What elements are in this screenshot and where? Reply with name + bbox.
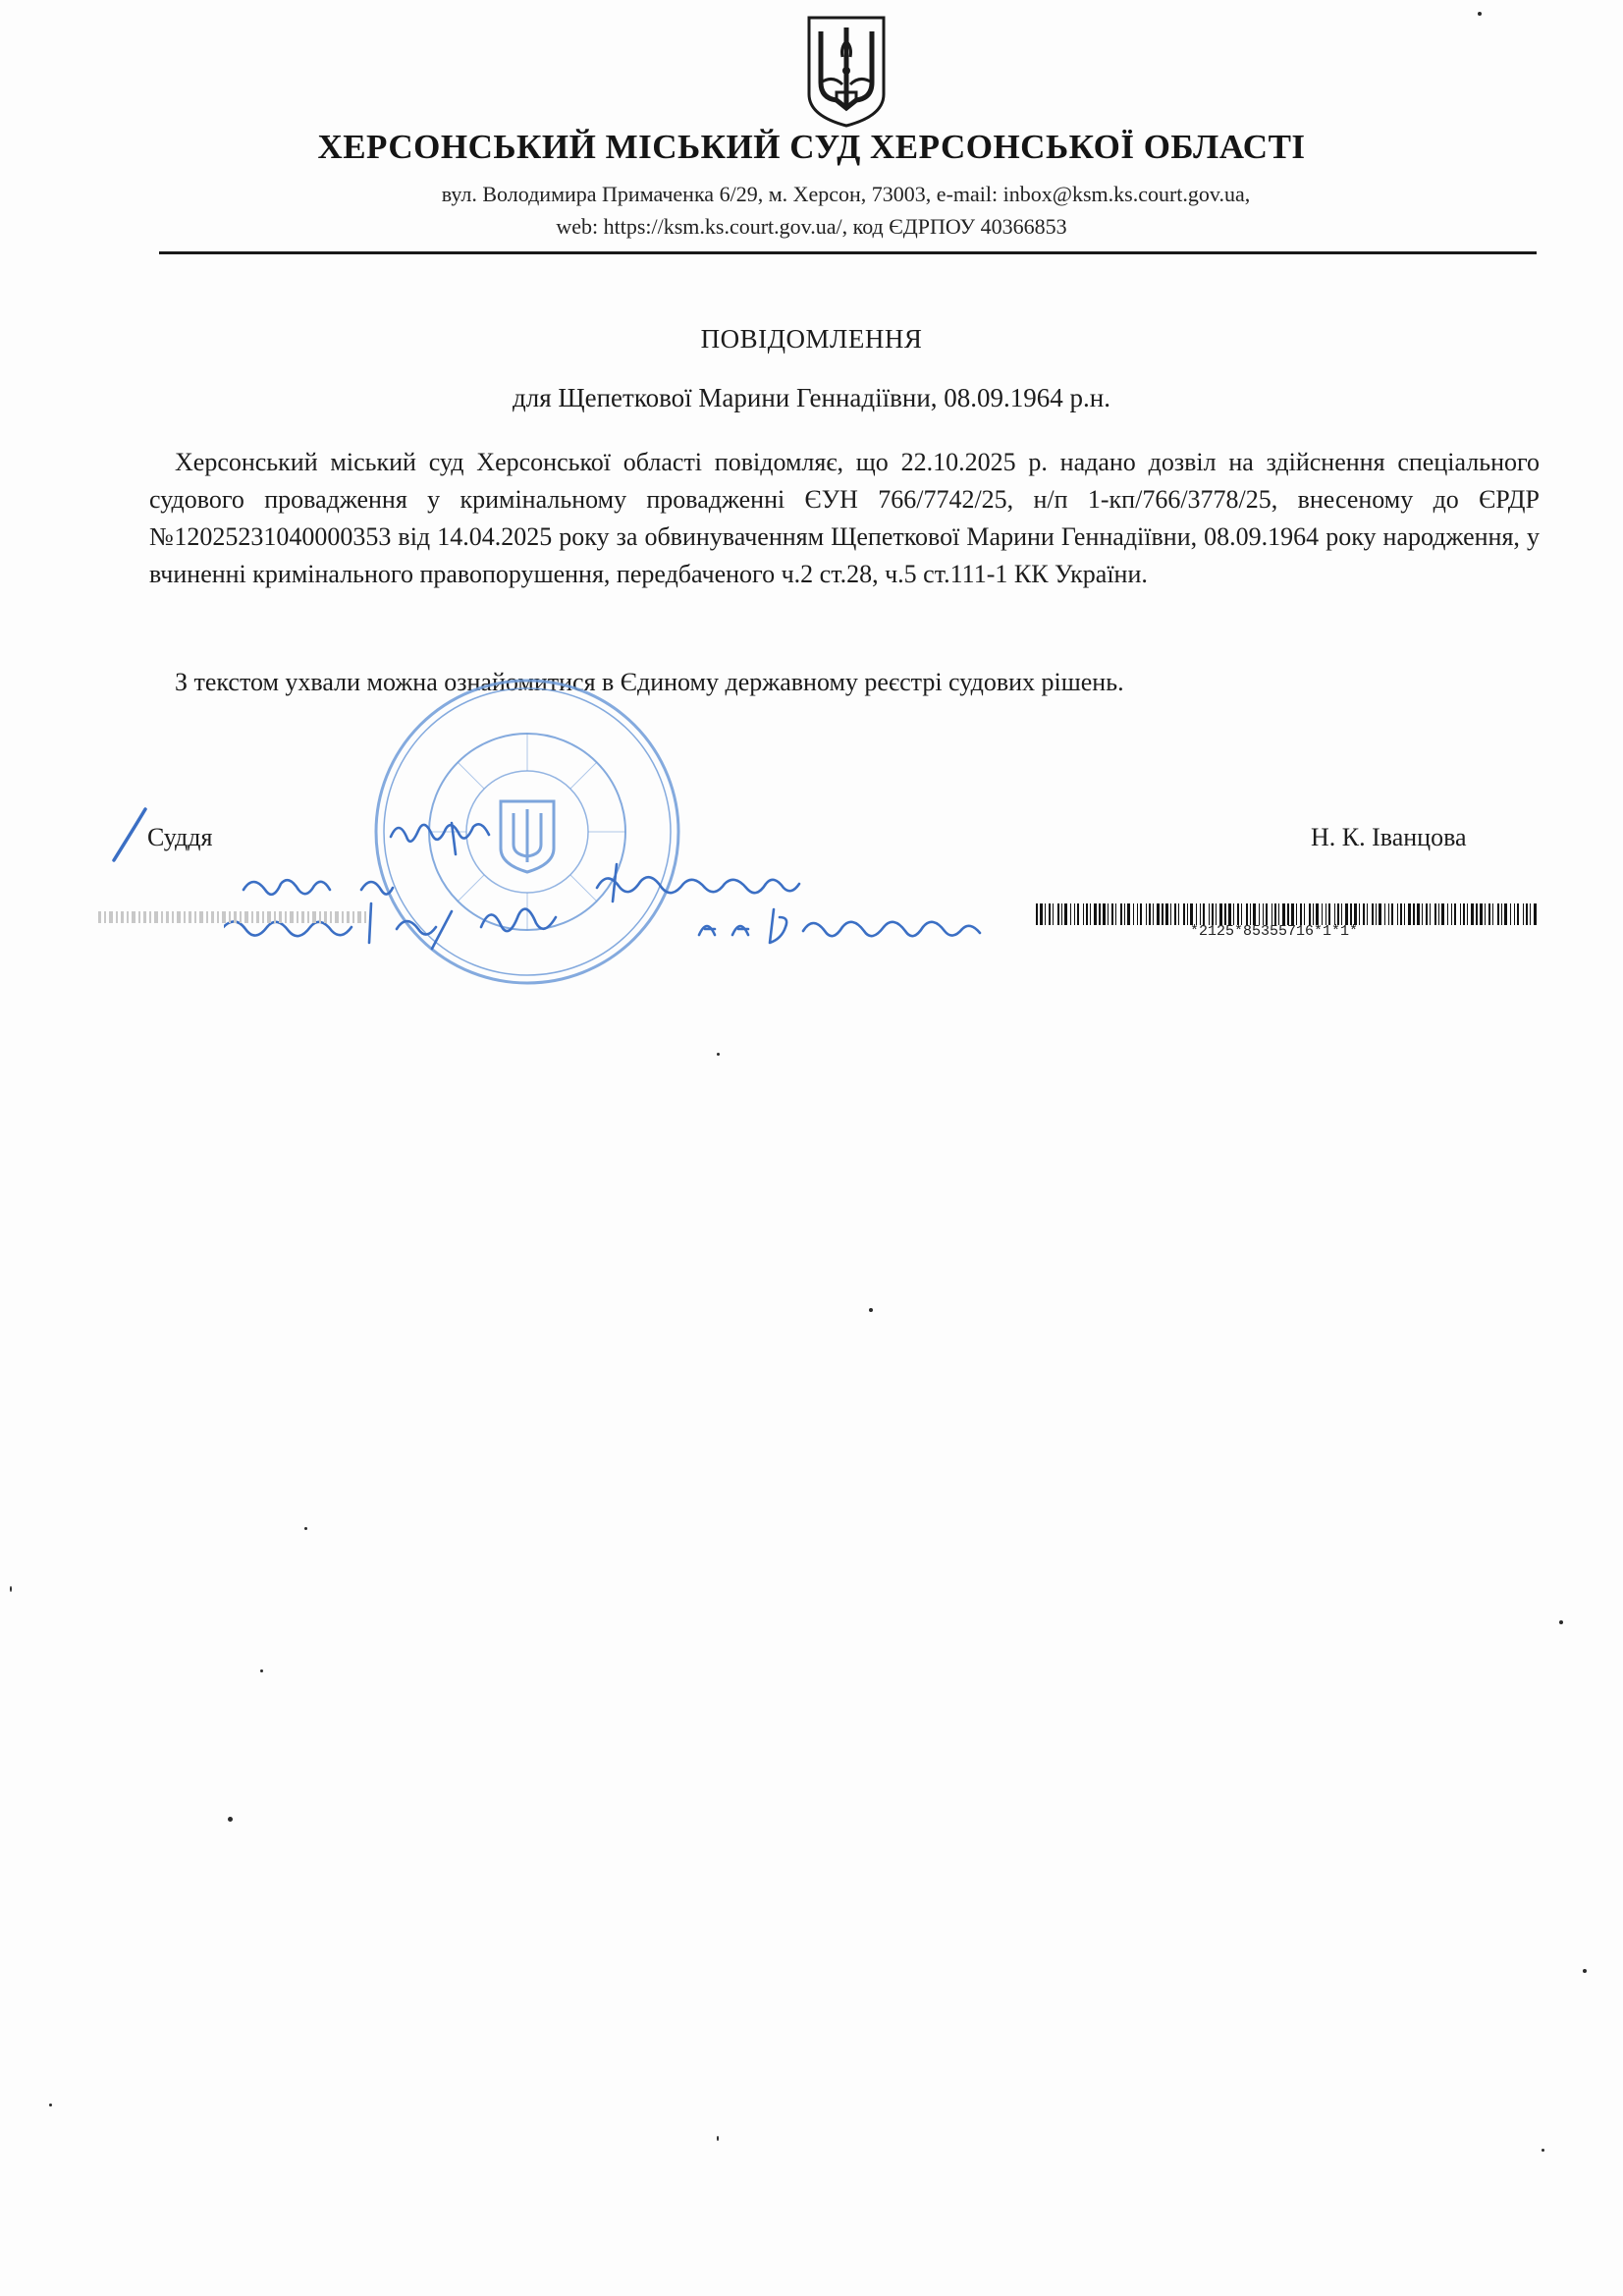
barcode-bar <box>1157 903 1160 925</box>
barcode-bar <box>1174 903 1176 925</box>
barcode-bar <box>1337 903 1339 925</box>
barcode-bar <box>1363 903 1365 925</box>
barcode-bar <box>1049 903 1051 925</box>
scan-speck <box>10 1586 12 1592</box>
scan-speck <box>717 1053 720 1056</box>
barcode-bar <box>1408 903 1411 925</box>
scan-speck <box>1478 12 1482 16</box>
barcode-bar <box>1057 903 1059 925</box>
barcode-bar <box>1322 903 1323 925</box>
notice-paragraph: Херсонський міський суд Херсонської області повідомляє, що 22.10.2025 р. надано дозвіл на здійснення спеціального судового провадження у кримінальному провадженні ЄУН 766/7742/25, н/п 1-кп/766/3778/25, внесеному до ЄРДР №12025231040000353 від 14.04.2025 року за обвинуваченням Щепеткової Марини Геннадіївни, 08.09.1964 року народження, у вчиненні кримінального правопорушення, передбаченого ч.2 ст.28, ч.5 ст.111-1 КК України. <box>149 448 1540 588</box>
barcode-bar <box>1467 903 1468 925</box>
barcode-bar <box>1053 903 1054 925</box>
barcode-bar <box>1426 903 1428 925</box>
barcode-bar <box>1263 903 1264 925</box>
barcode-bar <box>1526 903 1528 925</box>
barcode-bar <box>1083 903 1084 925</box>
barcode-bar <box>1341 903 1342 925</box>
barcode-bar <box>1246 903 1248 925</box>
barcode-bar <box>1497 903 1499 925</box>
scan-speck <box>49 2104 52 2106</box>
barcode-bar <box>1090 903 1091 925</box>
barcode-bar <box>1040 903 1043 925</box>
barcode-bar <box>1334 903 1335 925</box>
barcode-bar <box>1266 903 1268 925</box>
barcode-bar <box>1187 903 1188 925</box>
barcode-bar <box>1400 903 1402 925</box>
barcode-bar <box>1534 903 1537 925</box>
barcode-bar <box>1153 903 1154 925</box>
scan-artifact <box>98 909 373 925</box>
barcode-bar <box>1203 903 1205 925</box>
barcode-bar <box>1447 903 1448 925</box>
barcode-bar <box>1190 903 1193 925</box>
barcode-bar <box>1328 903 1330 925</box>
barcode-bar <box>1237 903 1239 925</box>
barcode-bar <box>1300 903 1302 925</box>
barcode-bar <box>1120 903 1122 925</box>
scan-speck <box>717 2136 719 2141</box>
barcode-number: *2125*85355716*1*1* <box>1190 923 1359 940</box>
barcode-bar <box>1137 903 1138 925</box>
document-title: ПОВІДОМЛЕННЯ <box>700 324 923 354</box>
barcode-bar <box>1111 903 1113 925</box>
barcode-bar <box>1367 903 1368 925</box>
barcode-bar <box>1454 903 1456 925</box>
barcode-bar <box>1282 903 1285 925</box>
barcode-bar <box>1074 903 1075 925</box>
barcode-bar <box>1501 903 1502 925</box>
barcode-bar <box>1250 903 1251 925</box>
scan-speck <box>260 1669 263 1672</box>
barcode-bar <box>1094 903 1097 925</box>
barcode-bar <box>1064 903 1067 925</box>
barcode-bar <box>1510 903 1511 925</box>
scan-speck <box>228 1817 233 1822</box>
barcode-bar <box>1309 903 1311 925</box>
barcode-bar <box>1278 903 1279 925</box>
barcode-bar <box>1313 903 1314 925</box>
scan-speck <box>304 1527 307 1530</box>
header-divider <box>159 251 1537 254</box>
barcode-bar <box>1162 903 1163 925</box>
barcode-bar <box>1086 903 1088 925</box>
barcode-bar <box>1434 903 1436 925</box>
barcode-bar <box>1178 903 1179 925</box>
barcode-bar <box>1045 903 1046 925</box>
barcode-icon <box>1036 903 1539 925</box>
barcode-bar <box>1388 903 1389 925</box>
barcode-bar <box>1274 903 1276 925</box>
barcode-bar <box>1430 903 1431 925</box>
barcode-bar <box>1384 903 1385 925</box>
barcode-bar <box>1103 903 1106 925</box>
barcode-bar <box>1441 903 1444 925</box>
barcode-bar <box>1196 903 1197 925</box>
barcode-bar <box>1359 903 1360 925</box>
barcode-bar <box>1228 903 1231 925</box>
barcode-bar <box>1209 903 1210 925</box>
barcode-bar <box>1219 903 1222 925</box>
scan-speck <box>1542 2149 1544 2152</box>
barcode-bar <box>1492 903 1493 925</box>
barcode-bar <box>1224 903 1226 925</box>
barcode-bar <box>1476 903 1478 925</box>
handwritten-certification <box>224 805 1108 982</box>
scan-speck <box>1583 1969 1587 1973</box>
barcode-bar <box>1183 903 1185 925</box>
barcode-bar <box>1460 903 1461 925</box>
registry-paragraph: З текстом ухвали можна ознайомитися в Єдиному державному реєстрі судових рішень. <box>175 668 1124 696</box>
barcode-bar <box>1127 903 1130 925</box>
barcode-bar <box>1325 903 1326 925</box>
court-web-and-code: web: https://ksm.ks.court.gov.ua/, код ЄДРПОУ 40366853 <box>556 214 1067 239</box>
barcode-bar <box>1070 903 1071 925</box>
barcode-bar <box>1233 903 1234 925</box>
barcode-bar <box>1200 903 1201 925</box>
barcode-bar <box>1149 903 1151 925</box>
barcode-bar <box>1345 903 1348 925</box>
barcode-bar <box>1523 903 1524 925</box>
barcode-bar <box>1485 903 1486 925</box>
barcode-bar <box>1480 903 1483 925</box>
barcode-bar <box>1451 903 1452 925</box>
barcode-bar <box>1372 903 1374 925</box>
barcode-bar <box>1391 903 1393 925</box>
barcode-bar <box>1061 903 1062 925</box>
barcode-bar <box>1271 903 1272 925</box>
barcode-bar <box>1146 903 1147 925</box>
barcode-bar <box>1124 903 1125 925</box>
barcode-bar <box>1397 903 1398 925</box>
barcode-bar <box>1291 903 1294 925</box>
court-address: вул. Володимира Примаченка 6/29, м. Херсон, 73003, e-mail: inbox@ksm.ks.court.gov.ua, <box>441 182 1251 206</box>
barcode-bar <box>1212 903 1214 925</box>
barcode-bar <box>1287 903 1289 925</box>
barcode-bar <box>1241 903 1242 925</box>
barcode-bar <box>1133 903 1134 925</box>
barcode-bar <box>1170 903 1171 925</box>
barcode-bar <box>1422 903 1423 925</box>
scan-speck <box>1559 1620 1563 1624</box>
barcode-bar <box>1036 903 1038 925</box>
barcode-bar <box>1296 903 1297 925</box>
barcode-bar <box>1165 903 1168 925</box>
barcode-bar <box>1404 903 1405 925</box>
barcode-bar <box>1354 903 1357 925</box>
barcode-bar <box>1530 903 1531 925</box>
judge-name: Н. К. Іванцова <box>1311 823 1467 851</box>
pen-slash-mark <box>106 805 151 864</box>
scan-speck <box>869 1308 873 1312</box>
barcode-bar <box>1376 903 1377 925</box>
barcode-bar <box>1438 903 1439 925</box>
barcode-bar <box>1463 903 1465 925</box>
barcode-bar <box>1216 903 1217 925</box>
barcode-bar <box>1471 903 1474 925</box>
barcode-bar <box>1417 903 1420 925</box>
barcode-bar <box>1488 903 1490 925</box>
addressee-line: для Щепеткової Марини Геннадіївни, 08.09.1964 р.н. <box>513 383 1110 412</box>
barcode-bar <box>1350 903 1352 925</box>
barcode-bar <box>1115 903 1116 925</box>
barcode-bar <box>1108 903 1109 925</box>
court-name: ХЕРСОНСЬКИЙ МІСЬКИЙ СУД ХЕРСОНСЬКОЇ ОБЛАСТІ <box>317 128 1306 166</box>
barcode-bar <box>1316 903 1319 925</box>
judge-label: Суддя <box>147 823 213 851</box>
trident-icon <box>803 14 890 130</box>
barcode-bar <box>1517 903 1519 925</box>
barcode-bar <box>1253 903 1256 925</box>
barcode-bar <box>1304 903 1305 925</box>
barcode-bar <box>1514 903 1515 925</box>
barcode-bar <box>1379 903 1381 925</box>
barcode-bar <box>1413 903 1415 925</box>
barcode-bar <box>1099 903 1101 925</box>
barcode-bar <box>1504 903 1507 925</box>
barcode-bar <box>1259 903 1260 925</box>
barcode-bar <box>1140 903 1142 925</box>
barcode-bar <box>1077 903 1079 925</box>
